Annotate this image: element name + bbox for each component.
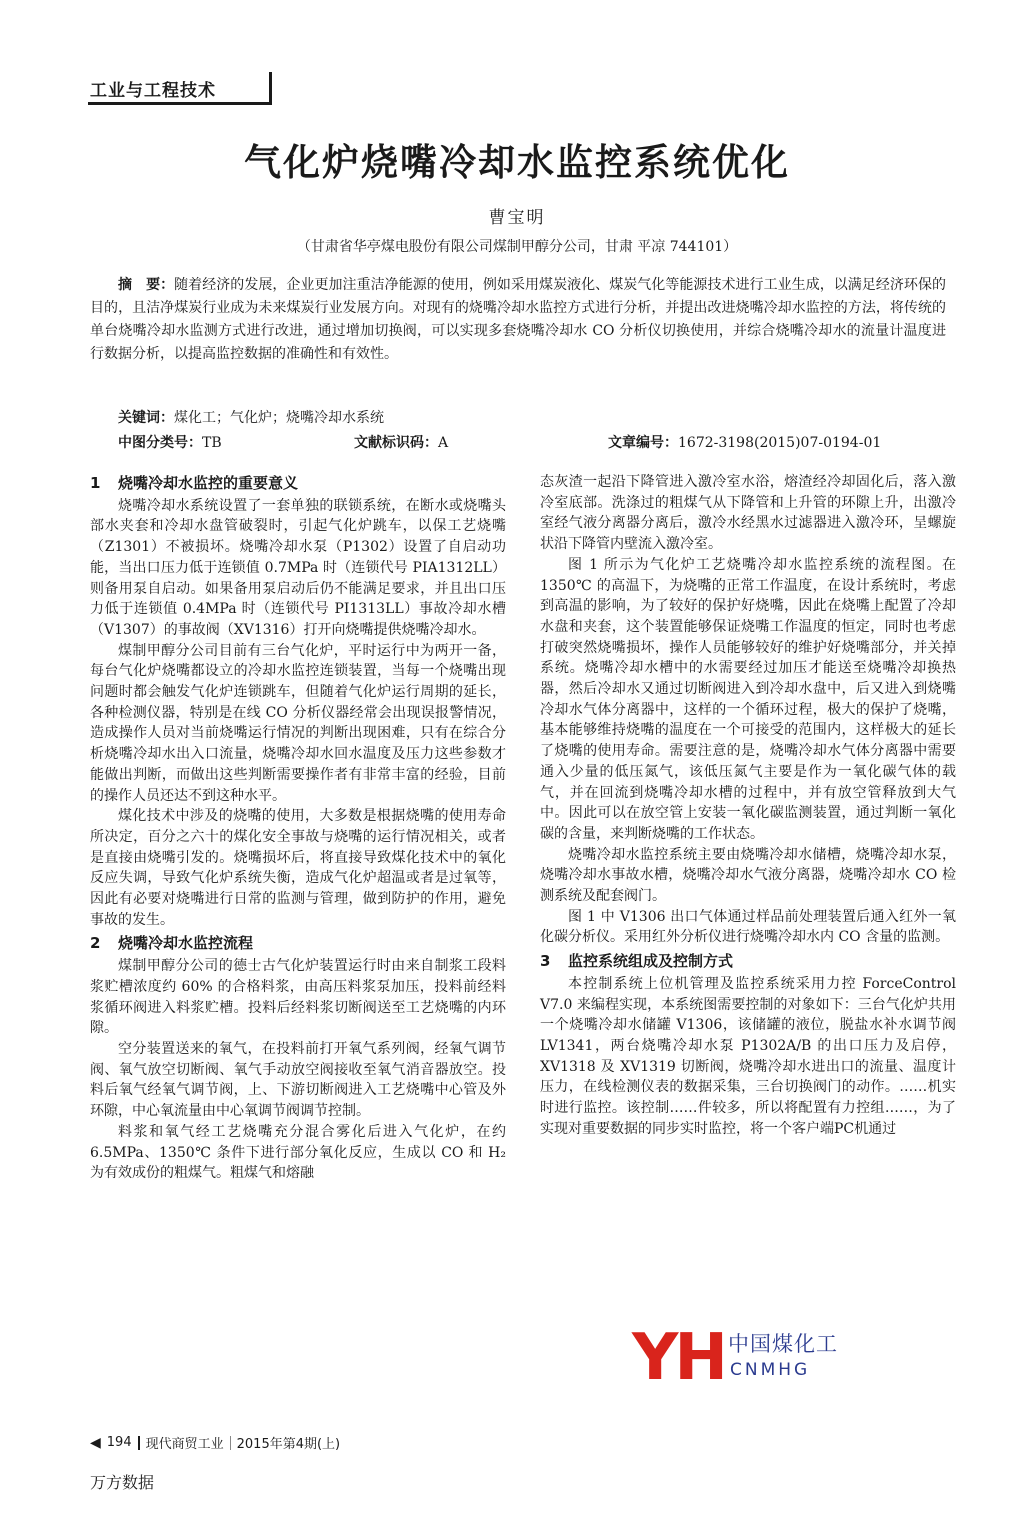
abstract-label: 摘 要： [118, 277, 175, 293]
article-title: 气化炉烧嘴冷却水监控系统优化 [244, 141, 790, 184]
classification-label: 中图分类号： [118, 435, 202, 451]
section-number: 3 [540, 952, 551, 971]
paragraph: 空分装置送来的氧气，在投料前打开氧气系列阀，经氧气调节阀、氧气放空切断阀、氧气手动放空阀接收至氧气消音器放空。投料后氧气经氧气调节阀，上、下游切断阀进入工艺烧嘴中心管及外环隙，中心氧流量由中心氧调节阀调节控制。 [90, 1040, 506, 1120]
classification [118, 432, 222, 452]
right-column [540, 472, 956, 1140]
paragraph-continued: 态灰渣一起沿下降管进入激冷室水浴，熔渣经冷却固化后，落入激冷室底部。洗涤过的粗煤气从下降管和上升管的环隙上升，出激冷室经气液分离器分离后，激冷水经黑水过滤器进入激冷环，呈螺旋状沿下降管内壁流入激冷室。 [540, 474, 956, 553]
article-number-label: 文章编号： [608, 435, 678, 451]
classification-value: TB [202, 435, 222, 451]
paragraph: 煤化技术中涉及的烧嘴的使用，大多数是根据烧嘴的使用寿命所决定，百分之六十的煤化安全事故与烧嘴的运行情况相关，或者是直接由烧嘴引发的。烧嘴损坏后，将直接导致煤化技术中的氧化反应失调，导致气化炉系统失衡，造成气化炉超温或者是过氧等，因此有必要对烧嘴进行日常的监测与管理，做到防护的作用，避免事故的发生。 [90, 808, 506, 928]
section-number: 2 [90, 934, 101, 953]
journal-name: 现代商贸工业 [145, 1437, 224, 1452]
page-footer [90, 1433, 340, 1452]
document-code [354, 432, 448, 452]
document-code-label: 文献标识码： [354, 435, 438, 451]
section-title: 烧嘴冷却水监控的重要意义 [118, 474, 299, 492]
section-number: 1 [90, 474, 101, 492]
triangle-left-icon: ◀ [90, 1434, 101, 1451]
section-title: 烧嘴冷却水监控流程 [118, 934, 254, 953]
left-column [90, 470, 506, 1184]
section-tag-bar [269, 72, 272, 102]
paragraph: 煤制甲醇分公司目前有三台气化炉，平时运行中为两开一备，每台气化炉烧嘴都设立的冷却水监控连锁装置，当每一个烧嘴出现问题时都会触发气化炉连锁跳车，但随着气化炉运行周期的延长，各种检测仪器，特别是在线 CO 分析仪器经常会出现误报警情况，造成操作人员对当前烧嘴运行情况的判断出现困难，只有在综合分析烧嘴冷却水出入口流量，烧嘴冷却水回水温度及压力这些参数才能做出判断，而做出这些判断需要操作者有非常丰富的经验，目前的操作人员还达不到这种水平。 [90, 642, 506, 804]
affiliation: （甘肃省华亭煤电股份有限公司煤制甲醇分公司，甘肃 平凉 744101） [296, 239, 738, 255]
keywords-text: 煤化工；气化炉；烧嘴冷却水系统 [174, 410, 384, 426]
section-heading [90, 473, 506, 494]
watermark-logo-mark: YH [632, 1321, 724, 1395]
watermark-name-cn: 中国煤化工 [728, 1332, 838, 1356]
journal-issue: 2015年第4期(上) [236, 1437, 341, 1452]
article-number-value: 1672-3198(2015)07-0194-01 [678, 435, 882, 451]
section-tag [88, 68, 272, 105]
keywords-label: 关键词： [118, 410, 174, 426]
paragraph: 烧嘴冷却水系统设置了一套单独的联锁系统，在断水或烧嘴头部水夹套和冷却水盘管破裂时，引起气化炉跳车，以保工艺烧嘴（Z1301）不被损坏。烧嘴冷却水泵（P1302）设置了自启动功能，当出口压力低于连锁值 0.7MPa 时（连锁代号 PIA1312LL）则备用泵自启动。如果备用泵启动后仍不能满足要求，并且出口压力低于连锁值 0.4MPa 时（连锁代号 PI1313LL）事故冷却水槽（V1307）的事故阀（XV1316）打开向烧嘴提供烧嘴冷却水。 [90, 497, 506, 638]
section-heading [540, 951, 956, 972]
paragraph: 图 1 所示为气化炉工艺烧嘴冷却水监控系统的流程图。在 1350℃ 的高温下，为烧嘴的正常工作温度，在设计系统时，考虑到高温的影响，为了较好的保护好烧嘴，因此在烧嘴上配置了冷却水盘和夹套，这个装置能够保证烧嘴工作温度的恒定，同时也考虑打破突然烧嘴损坏，操作人员能够较好的维护好烧嘴部分，并关掉系统。烧嘴冷却水槽中的水需要经过加压才能送至烧嘴冷却换热器，然后冷却水又通过切断阀进入到冷却水盘中，后又进入到烧嘴冷却水气体分离器中，这样的一个循环过程，极大的保护了烧嘴，基本能够维持烧嘴的温度在一个可接受的范围内，这样极大的延长了烧嘴的使用寿命。需要注意的是，烧嘴冷却水气体分离器中需要通入少量的低压氮气，该低压氮气主要是作为一氧化碳气体的载气，并在回流到烧嘴冷却水槽的过程中，并有放空管释放到大气中。因此可以在放空管上安装一氧化碳监测装置，通过判断一氧化碳的含量，来判断烧嘴的工作状态。 [540, 556, 956, 842]
abstract [90, 274, 946, 366]
footer-divider [138, 1436, 140, 1450]
watermark-logo [632, 1318, 848, 1398]
document-code-value: A [438, 435, 449, 451]
page-number: 194 [106, 1435, 132, 1450]
paragraph: 图 1 中 V1306 出口气体通过样品前处理装置后通入红外一氧化碳分析仪。采用红外分析仪进行烧嘴冷却水内 CO 含量的监测。 [540, 908, 956, 946]
section-tag-label: 工业与工程技术 [90, 81, 216, 101]
section-heading [90, 933, 506, 954]
paragraph: 本控制系统上位机管理及监控系统采用力控 ForceControl V7.0 来编程实现，本系统图需要控制的对象如下：三台气化炉共用一个烧嘴冷却水储罐 V1306，该储罐的液位，脱盐水补水调节阀 LV1341，两台烧嘴冷却水泵 P1302A/B 的出口压力及启停，XV1318 及 XV1319 切断阀，烧嘴冷却水进出口的流量、温度计压力，在线检测仪表的数据采集，三台切换阀门的动作。……机实时进行监控。该控制……件较多，所以将配置有力控组……，为了实现对重要数据的同步实时监控，将一个客户端PC机通过 [540, 975, 956, 1137]
article-number [608, 432, 881, 452]
source-label: 万方数据 [90, 1473, 155, 1492]
abstract-text: 随着经济的发展，企业更加注重洁净能源的使用，例如采用煤炭液化、煤炭气化等能源技术进行工业生成，以满足经济环保的目的，且洁净煤炭行业成为未来煤炭行业发展方向。对现有的烧嘴冷却水监控方式进行分析，并提出改进烧嘴冷却水监控的方法，将传统的单台烧嘴冷却水监测方式进行改进，通过增加切换阀，可以实现多套烧嘴冷却水 CO 分析仪切换使用，并综合烧嘴冷却水的流量计温度进行数据分析，以提高监控数据的准确性和有效性。 [90, 277, 946, 362]
section-title: 监控系统组成及控制方式 [568, 952, 734, 971]
footer-divider [230, 1436, 231, 1450]
paragraph: 料浆和氧气经工艺烧嘴充分混合雾化后进入气化炉，在约 6.5MPa、1350℃ 条件下进行部分氧化反应，生成以 CO 和 H₂ 为有效成份的粗煤气。粗煤气和熔融 [90, 1123, 506, 1182]
keywords [118, 407, 384, 427]
watermark-name-en: CNMHG [730, 1360, 811, 1380]
paragraph: 烧嘴冷却水监控系统主要由烧嘴冷却水储槽，烧嘴冷却水泵，烧嘴冷却水事故水槽，烧嘴冷却水气液分离器，烧嘴冷却水 CO 检测系统及配套阀门。 [540, 846, 956, 905]
author: 曹宝明 [488, 208, 546, 228]
paragraph: 煤制甲醇分公司的德士古气化炉装置运行时由来自制浆工段料浆贮槽浓度约 60% 的合格料浆，由高压料浆泵加压，投料前经料浆循环阀进入料浆贮槽。投料后经料浆切断阀送至工艺烧嘴的内环隙。 [90, 958, 506, 1037]
